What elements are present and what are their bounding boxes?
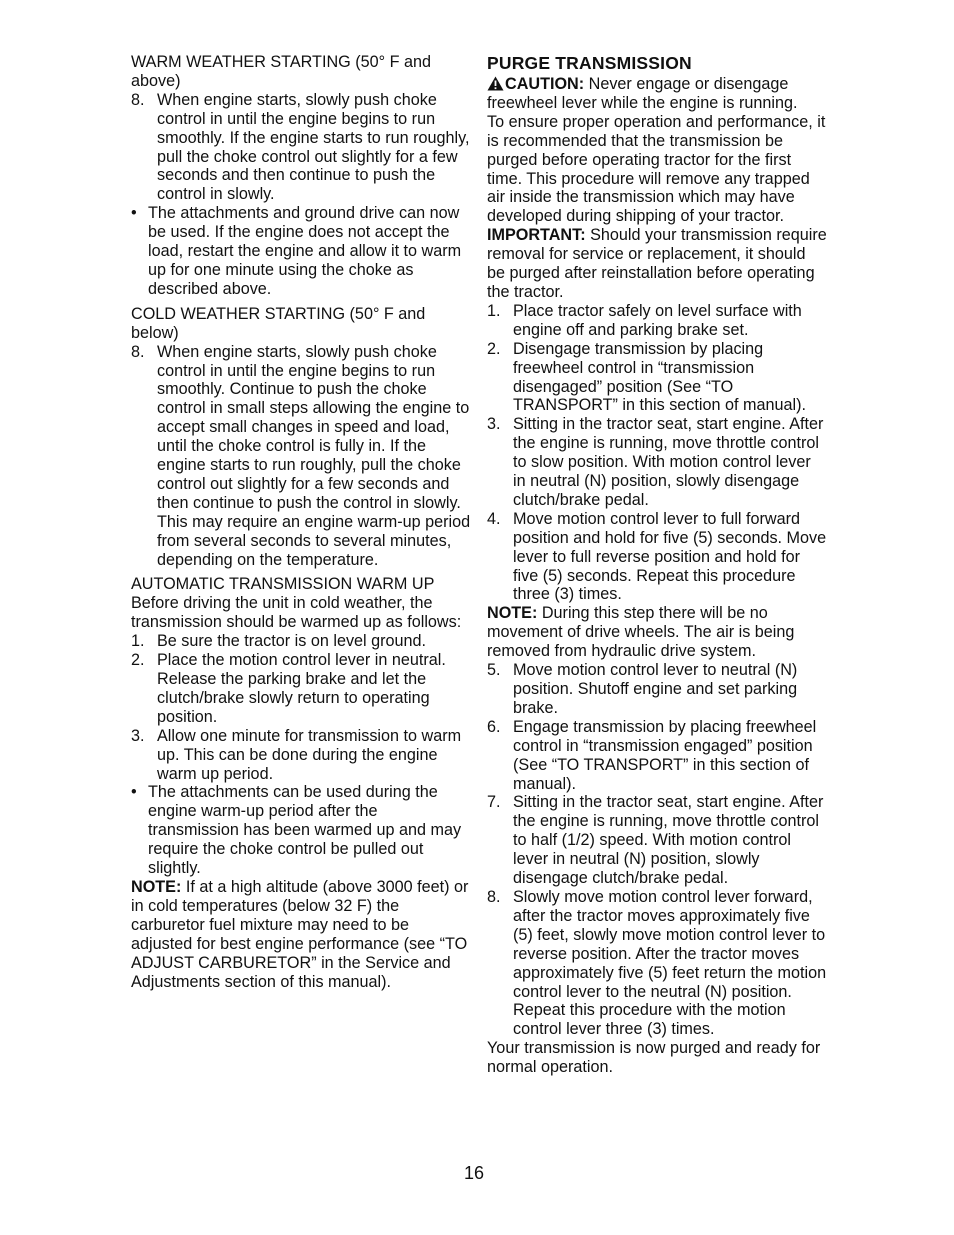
warning-triangle-icon — [487, 76, 504, 91]
step-text: Move motion control lever to full forward position and hold for five (5) seconds. Move lever to full reverse position and hold for five (5) seconds. Repeat this procedure three (3) times. — [513, 509, 827, 604]
step-number: 1. — [487, 301, 501, 320]
important-text: Should your transmission require removal for service or replacement, it should be purged after reinstallation before operating the tractor. — [487, 226, 827, 301]
step-text: Disengage transmission by placing freewheel control in “transmission disengaged” position (See “TO TRANSPORT” in this section of manual). — [513, 339, 806, 415]
purge-step-8 — [487, 888, 827, 1039]
altitude-note — [131, 878, 471, 991]
purge-intro: To ensure proper operation and performance, it is recommended that the transmission be purged before operating tractor for the first time. This procedure will remove any trapped air inside the transmission which may have developed during shipping of your tractor. — [487, 112, 826, 226]
bullet-text: The attachments can be used during the engine warm-up period after the transmission has been warmed up and may require the choke control be pulled out slightly. — [148, 783, 462, 878]
auto-warmup-heading: AUTOMATIC TRANSMISSION WARM UP — [131, 575, 435, 594]
step-text: Sitting in the tractor seat, start engine. After the engine is running, move throttle control to slow position. With motion control lever in neutral (N) position, slowly disengage clutch/brake pedal. — [513, 415, 824, 509]
auto-step-2 — [131, 651, 471, 727]
purge-step-5 — [487, 661, 827, 718]
purge-step-2 — [487, 340, 827, 416]
purge-step-6 — [487, 718, 827, 794]
note-text: If at a high altitude (above 3000 feet) or in cold temperatures (below 32 F) the carburetor fuel mixture may need to be adjusted for best engine performance (see “TO ADJUST CARBURETOR” in the Service and Adjustments section of this manual). — [131, 877, 469, 991]
warm-weather-heading: WARM WEATHER STARTING (50° F and above) — [131, 53, 431, 90]
caution-notice — [487, 75, 827, 113]
step-text: Sitting in the tractor seat, start engine. After the engine is running, move throttle control to half (1/2) speed. With motion control lever in neutral (N) position, slowly disengage clutch/brake pedal. — [513, 793, 824, 888]
caution-label: CAUTION: — [505, 75, 585, 93]
auto-warmup-intro: Before driving the unit in cold weather, the transmission should be warmed up as follows: — [131, 594, 462, 632]
step-text: Be sure the tractor is on level ground. — [157, 632, 427, 651]
bullet-text: The attachments and ground drive can now be used. If the engine does not accept the load, restart the engine and allow it to warm up for one minute using the choke as described above. — [148, 204, 462, 298]
bullet-icon: • — [131, 783, 137, 802]
important-notice — [487, 226, 827, 302]
cold-weather-heading: COLD WEATHER STARTING (50° F and below) — [131, 304, 426, 342]
caution-text: Never engage or disengage freewheel lever while the engine is running. — [487, 75, 798, 112]
page-number: 16 — [464, 1163, 485, 1183]
step-number: 8. — [131, 342, 145, 361]
warm-step-8 — [131, 91, 471, 204]
step-number: 4. — [487, 509, 501, 528]
step-number: 3. — [487, 415, 501, 434]
bullet-icon: • — [131, 204, 137, 223]
purge-step-7 — [487, 793, 827, 888]
right-column — [487, 53, 827, 1077]
step-number: 1. — [131, 632, 145, 651]
step-text: Place the motion control lever in neutral. Release the parking brake and let the clutch/brake slowly return to operating position. — [157, 651, 446, 726]
note-label: NOTE: — [487, 604, 538, 623]
purge-step-3 — [487, 415, 827, 510]
note-label: NOTE: — [131, 877, 182, 896]
purge-step-1 — [487, 302, 827, 340]
warm-bullet — [131, 204, 471, 299]
auto-step-1 — [131, 632, 471, 651]
step-number: 6. — [487, 717, 501, 736]
step-number: 2. — [487, 339, 501, 358]
step-number: 2. — [131, 651, 145, 670]
step-text: When engine starts, slowly push choke control in until the engine begins to run smoothly. Continue to push the choke control in small steps allowing the engine to accept small changes in speed and load, until the choke control is fully in. If the engine starts to run roughly, pull the choke control out slightly for a few seconds and then continue to push the control in slowly. This may require an engine warm-up period from several seconds to several minutes, depending on the temperature. — [157, 342, 471, 569]
purge-step-4 — [487, 510, 827, 605]
step-text: When engine starts, slowly push choke control in until the engine begins to run smoothly. If the engine starts to run roughly, pull the choke control out slightly for a few seconds and then continue to push the control in slowly. — [157, 90, 470, 204]
step-number: 7. — [487, 793, 501, 812]
step-text: Place tractor safely on level surface with engine off and parking brake set. — [513, 301, 802, 339]
step-text: Slowly move motion control lever forward, after the tractor moves approximately five (5) feet, slowly move motion control lever to reverse position. After the tractor moves approximately five (5) feet return the motion control lever to the neutral (N) position. Repeat this procedure with the motion control lever three (3) times. — [513, 887, 827, 1039]
auto-step-3 — [131, 727, 471, 784]
auto-bullet — [131, 783, 471, 878]
purge-closing: Your transmission is now purged and ready for normal operation. — [487, 1039, 821, 1077]
step-text: Allow one minute for transmission to warm up. This can be done during the engine warm up period. — [157, 726, 462, 783]
note-text: During this step there will be no movement of drive wheels. The air is being removed from hydraulic drive system. — [487, 604, 795, 661]
important-label: IMPORTANT: — [487, 226, 586, 245]
step-number: 5. — [487, 661, 501, 680]
purge-note — [487, 604, 827, 661]
cold-step-8 — [131, 343, 471, 570]
step-number: 8. — [487, 887, 501, 906]
step-number: 8. — [131, 90, 145, 109]
left-column — [131, 53, 471, 991]
purge-transmission-heading: PURGE TRANSMISSION — [487, 53, 692, 73]
step-text: Move motion control lever to neutral (N) position. Shutoff engine and set parking brake. — [513, 661, 798, 717]
step-text: Engage transmission by placing freewheel control in “transmission engaged” position (See “TO TRANSPORT” in this section of manual). — [513, 717, 817, 793]
step-number: 3. — [131, 726, 145, 745]
